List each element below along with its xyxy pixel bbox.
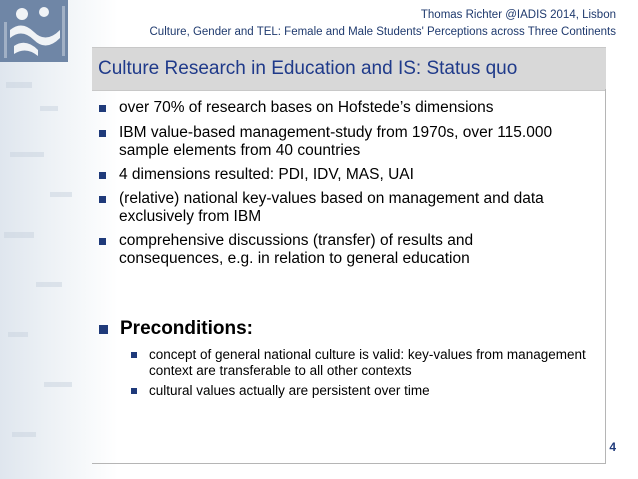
sub-bullet-text: cultural values actually are persistent over time (149, 383, 430, 398)
bullet-text: over 70% of research bases on Hofstede’s dimensions (119, 99, 494, 116)
square-bullet-icon (131, 388, 137, 394)
bullet-text: comprehensive discussions (transfer) of results and consequences, e.g. in relation to general education (119, 232, 474, 267)
bullet-item (99, 232, 579, 268)
bullet-item (99, 190, 579, 226)
preconditions-heading: Preconditions: (120, 318, 254, 339)
square-bullet-icon (131, 352, 137, 358)
logo-icon (0, 0, 68, 62)
square-bullet-icon (99, 105, 106, 112)
bullet-text: (relative) national key-values based on management and data exclusively from IBM (119, 190, 544, 225)
title-bar (92, 47, 606, 91)
bullet-item (99, 99, 579, 117)
bullet-text: IBM value-based management-study from 1970s, over 115.000 sample elements from 40 countries (119, 124, 553, 159)
bullet-item (99, 124, 579, 160)
sub-bullet-item (131, 383, 591, 399)
square-bullet-icon (99, 325, 108, 334)
bullet-text: 4 dimensions resulted: PDI, IDV, MAS, UAI (119, 166, 414, 183)
slide-title: Culture Research in Education and IS: Status quo (98, 58, 518, 79)
header-author: Thomas Richter @IADIS 2014, Lisbon (420, 9, 616, 21)
header-subtitle: Culture, Gender and TEL: Female and Male Students' Perceptions across Three Continents (149, 26, 616, 38)
bullet-item (99, 166, 579, 184)
preconditions-heading-row (99, 318, 253, 340)
square-bullet-icon (99, 130, 106, 137)
sub-bullet-item (131, 347, 591, 379)
sub-bullet-text: concept of general national culture is valid: key-values from management context are transferable to all other contexts (149, 347, 586, 378)
page-number: 4 (609, 440, 616, 454)
square-bullet-icon (99, 172, 106, 179)
square-bullet-icon (99, 196, 106, 203)
square-bullet-icon (99, 238, 106, 245)
